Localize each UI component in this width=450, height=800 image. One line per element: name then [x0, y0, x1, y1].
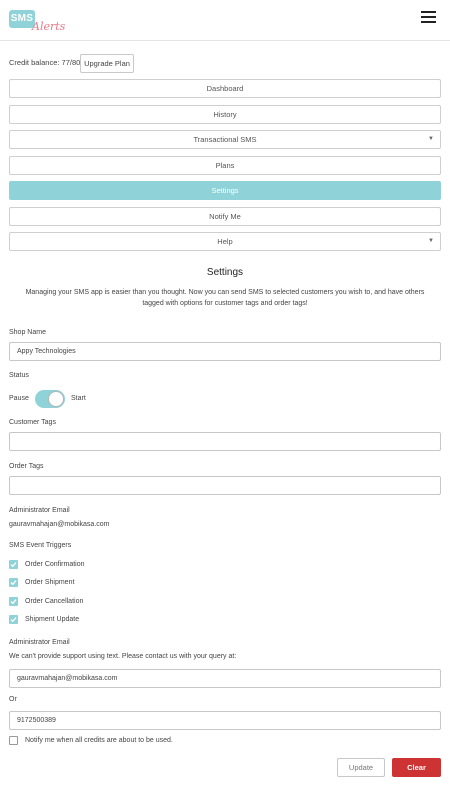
support-text: We can't provide support using text. Please contact us with your query at:	[9, 653, 237, 660]
trigger-order-cancellation[interactable]	[9, 597, 209, 607]
checkbox-checked-icon[interactable]	[9, 597, 18, 606]
order-tags-label: Order Tags	[9, 463, 44, 470]
status-pause-label: Pause	[9, 395, 29, 402]
hamburger-icon[interactable]	[421, 11, 436, 22]
toggle-knob	[48, 391, 64, 407]
checkbox-checked-icon[interactable]	[9, 615, 18, 624]
settings-description: Managing your SMS app is easier than you thought. Now you can send SMS to selected customers you wish to, and have others tagged with options for customer tags and order tags!	[25, 289, 425, 307]
notify-credits-label: Notify me when all credits are about to be used.	[25, 737, 173, 744]
nav-transactional-sms-label: Transactional SMS	[193, 135, 257, 144]
admin-email-value: gauravmahajan@mobikasa.com	[9, 521, 110, 528]
customer-tags-label: Customer Tags	[9, 419, 56, 426]
logo-mark: SMS	[9, 10, 35, 28]
shop-name-input[interactable]: Appy Technologies	[9, 342, 441, 361]
trigger-label: Order Confirmation	[25, 561, 85, 568]
or-label: Or	[9, 696, 17, 703]
credit-balance-text: Credit balance: 77/80	[9, 58, 81, 67]
status-toggle[interactable]	[35, 390, 65, 408]
caret-down-icon: ▼	[428, 136, 434, 142]
nav-transactional-sms[interactable]	[9, 130, 441, 149]
nav-plans[interactable]: Plans	[9, 156, 441, 175]
checkbox-checked-icon[interactable]	[9, 560, 18, 569]
checkbox-checked-icon[interactable]	[9, 578, 18, 587]
checkbox-unchecked-icon[interactable]	[9, 736, 18, 745]
clear-button[interactable]: Clear	[392, 758, 441, 777]
upgrade-plan-button[interactable]: Upgrade Plan	[80, 54, 134, 73]
status-label: Status	[9, 372, 29, 379]
trigger-label: Order Cancellation	[25, 598, 84, 605]
admin-email-label: Administrator Email	[9, 507, 70, 514]
nav-help[interactable]	[9, 232, 441, 251]
nav-notify-me[interactable]: Notify Me	[9, 207, 441, 226]
trigger-shipment-update[interactable]	[9, 615, 209, 625]
support-email-input[interactable]: gauravmahajan@mobikasa.com	[9, 669, 441, 688]
nav-history[interactable]: History	[9, 105, 441, 124]
caret-down-icon: ▼	[428, 238, 434, 244]
nav-dashboard[interactable]: Dashboard	[9, 79, 441, 98]
nav-help-label: Help	[217, 237, 233, 246]
page-title: Settings	[206, 267, 244, 278]
customer-tags-input[interactable]	[9, 432, 441, 451]
trigger-label: Shipment Update	[25, 616, 80, 623]
trigger-order-confirmation[interactable]	[9, 560, 209, 570]
update-button[interactable]: Update	[337, 758, 385, 777]
phone-input[interactable]: 9172500389	[9, 711, 441, 730]
support-email-label: Administrator Email	[9, 639, 70, 646]
trigger-label: Order Shipment	[25, 579, 75, 586]
nav-settings[interactable]: Settings	[9, 181, 441, 200]
order-tags-input[interactable]	[9, 476, 441, 495]
trigger-order-shipment[interactable]	[9, 578, 209, 588]
sms-event-triggers-label: SMS Event Triggers	[9, 542, 72, 549]
app-logo[interactable]	[9, 10, 69, 34]
shop-name-label: Shop Name	[9, 329, 46, 336]
app-header	[0, 0, 450, 41]
status-toggle-row	[9, 390, 209, 408]
status-start-label: Start	[71, 395, 86, 402]
logo-wordmark: Alerts	[32, 20, 66, 33]
notify-credits-option[interactable]	[9, 736, 309, 746]
